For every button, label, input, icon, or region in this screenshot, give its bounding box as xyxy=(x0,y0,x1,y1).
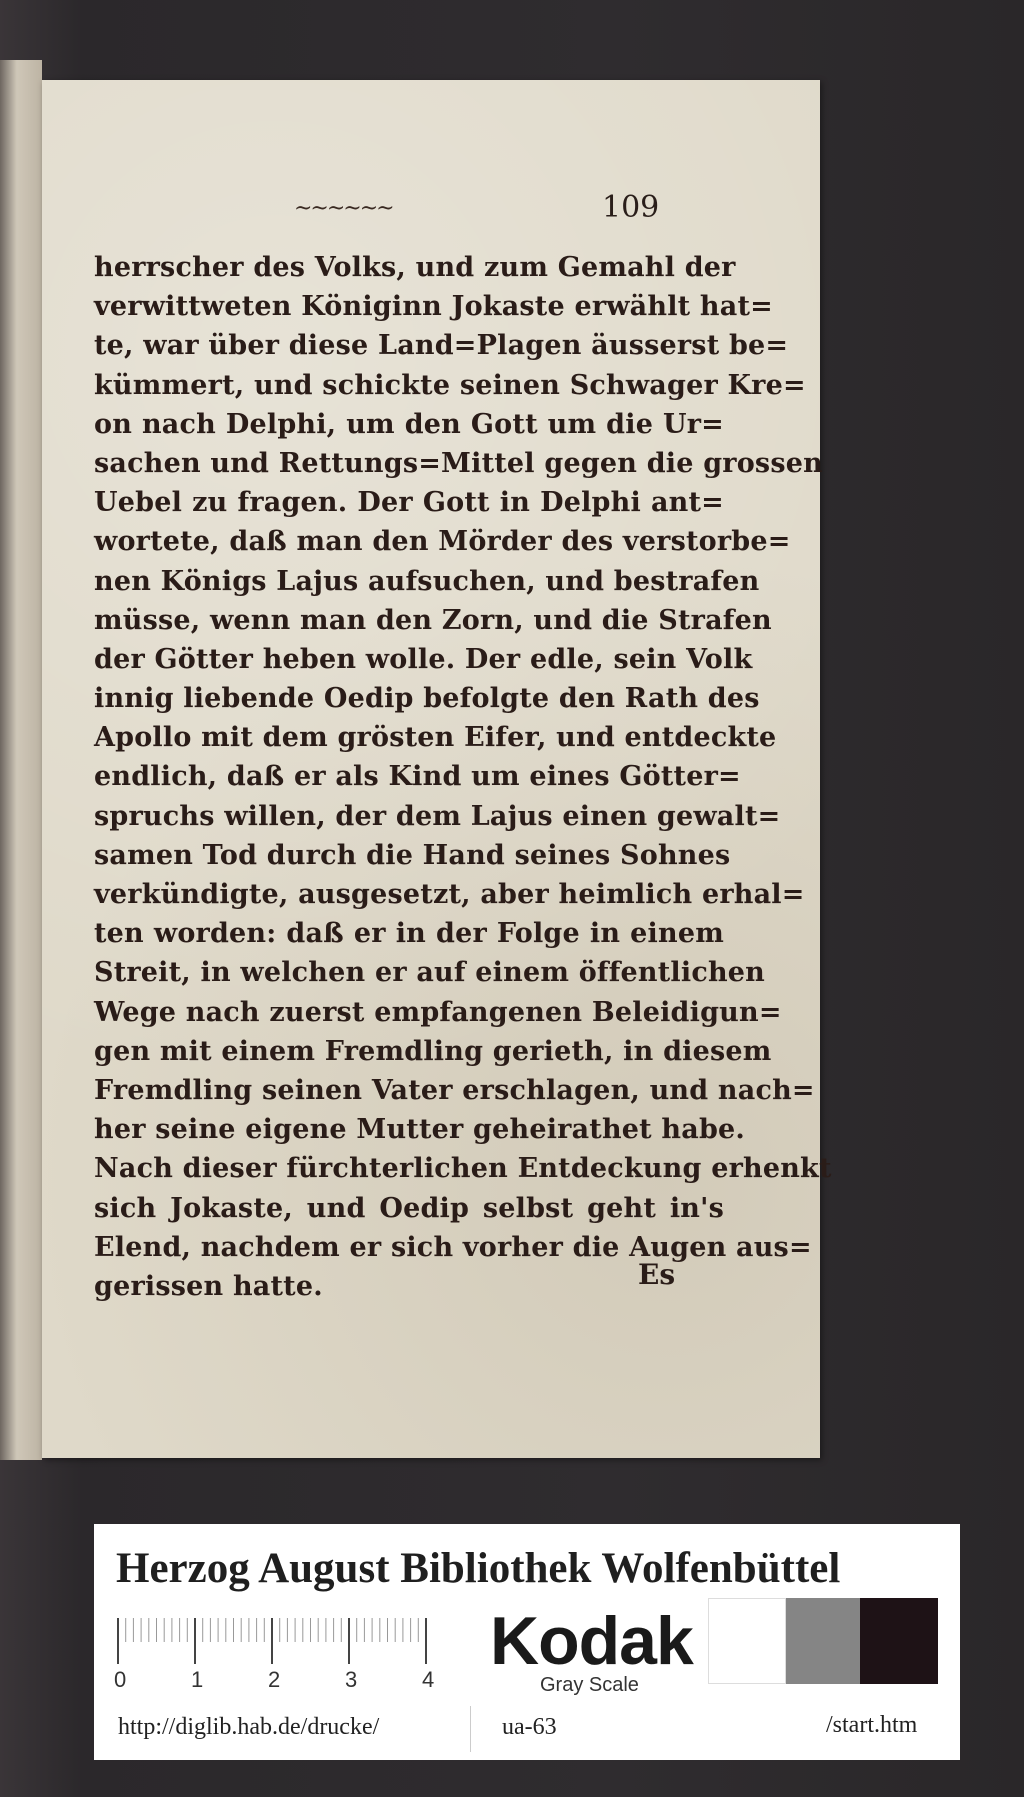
text-line: kümmert, und schickte seinen Schwager Kre= xyxy=(94,369,806,401)
gray-scale-label: Gray Scale xyxy=(540,1674,639,1696)
divider xyxy=(470,1706,471,1752)
body-text xyxy=(94,248,832,1306)
ruler-number: 1 xyxy=(191,1667,204,1692)
ruler-number: 0 xyxy=(114,1667,127,1692)
text-line: gen mit einem Fremdling gerieth, in diesem xyxy=(94,1035,772,1067)
ruler-number: 2 xyxy=(268,1667,281,1692)
text-line: verwittweten Königinn Jokaste erwählt hat= xyxy=(94,291,773,323)
url-code: ua-63 xyxy=(502,1714,557,1740)
swatch-gray xyxy=(786,1598,860,1684)
text-line: Elend, nachdem er sich vorher die Augen aus= xyxy=(94,1231,812,1263)
text-line: Apollo mit dem grösten Eifer, und entdeckte xyxy=(94,722,777,754)
text-line: Fremdling seinen Vater erschlagen, und nach= xyxy=(94,1074,815,1106)
adjacent-page-edge xyxy=(0,60,42,1460)
ruler-scale xyxy=(116,1612,434,1668)
text-line: verkündigte, ausgesetzt, aber heimlich erhal= xyxy=(94,879,805,910)
text-line: sich Jokaste, und Oedip selbst geht in's xyxy=(94,1192,724,1224)
page-number: 109 xyxy=(602,190,660,225)
text-line: herrscher des Volks, und zum Gemahl der xyxy=(94,252,736,283)
swatch-white xyxy=(708,1598,786,1684)
ruler-number: 3 xyxy=(345,1667,358,1692)
catchword: Es xyxy=(638,1258,676,1291)
text-line: Nach dieser fürchterlichen Entdeckung erhenkt xyxy=(94,1153,832,1185)
text-line: ten worden: daß er in der Folge in einem xyxy=(94,918,724,950)
text-line: her seine eigene Mutter geheirathet habe. xyxy=(94,1114,746,1146)
kodak-logo: Kodak xyxy=(490,1603,693,1679)
text-line: müsse, wenn man den Zorn, und die Strafen xyxy=(94,604,772,636)
book-page xyxy=(42,80,832,1458)
text-line: Uebel zu fragen. Der Gott in Delphi ant= xyxy=(94,487,724,519)
text-line: gerissen hatte. xyxy=(94,1270,323,1302)
library-name: Herzog August Bibliothek Wolfenbüttel xyxy=(116,1545,841,1592)
text-line: der Götter heben wolle. Der edle, sein Volk xyxy=(94,643,753,675)
text-line: innig liebende Oedip befolgte den Rath des xyxy=(94,683,760,715)
url-suffix: /start.htm xyxy=(826,1712,918,1738)
text-line: te, war über diese Land=Plagen äusserst be= xyxy=(94,330,789,362)
text-line: on nach Delphi, um den Gott um die Ur= xyxy=(94,408,724,440)
text-line: Wege nach zuerst empfangenen Beleidigun= xyxy=(94,996,782,1028)
text-line: Streit, in welchen er auf einem öffentlichen xyxy=(94,957,766,989)
header-ornament: ~~~~~~ xyxy=(294,196,393,221)
swatch-black xyxy=(860,1598,938,1684)
text-line: sachen und Rettungs=Mittel gegen die grossen xyxy=(94,447,823,479)
text-line: nen Königs Lajus aufsuchen, und bestrafen xyxy=(94,565,760,597)
url-base: http://diglib.hab.de/drucke/ xyxy=(118,1714,380,1740)
text-line: wortete, daß man den Mörder des verstorbe= xyxy=(94,526,791,558)
text-line: samen Tod durch die Hand seines Sohnes xyxy=(94,839,731,871)
page-header xyxy=(42,190,820,230)
color-target-card xyxy=(94,1524,960,1760)
text-line: endlich, daß er als Kind um eines Götter= xyxy=(94,761,741,793)
ruler-numbers xyxy=(114,1667,434,1695)
ruler-number: 4 xyxy=(422,1667,435,1692)
text-line: spruchs willen, der dem Lajus einen gewalt= xyxy=(94,800,781,832)
